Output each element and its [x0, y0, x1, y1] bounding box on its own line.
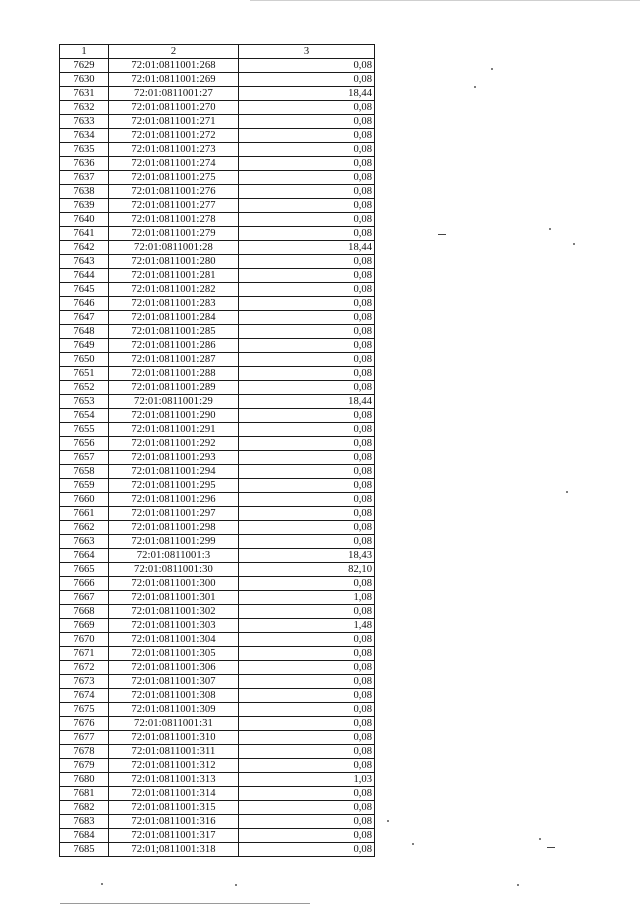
cadastral-number-cell: 72:01:0811001:314	[109, 787, 239, 801]
row-number-cell: 7674	[60, 689, 109, 703]
cadastral-number-cell: 72:01:0811001:304	[109, 633, 239, 647]
value-cell: 18,44	[239, 87, 375, 101]
value-cell: 0,08	[239, 409, 375, 423]
cadastral-number-cell: 72:01:0811001:311	[109, 745, 239, 759]
value-cell: 0,08	[239, 339, 375, 353]
cadastral-number-cell: 72:01:0811001:277	[109, 199, 239, 213]
table-row	[60, 535, 375, 549]
cadastral-number-cell: 72:01:0811001:308	[109, 689, 239, 703]
row-number-cell: 7668	[60, 605, 109, 619]
cadastral-number-cell: 72:01:0811001:317	[109, 829, 239, 843]
table-row	[60, 311, 375, 325]
table-row	[60, 255, 375, 269]
table-row	[60, 815, 375, 829]
cadastral-number-cell: 72:01:0811001:273	[109, 143, 239, 157]
cadastral-number-cell: 72:01:0811001:305	[109, 647, 239, 661]
cadastral-number-cell: 72:01:0811001:290	[109, 409, 239, 423]
table-row	[60, 661, 375, 675]
scan-speck	[387, 820, 389, 822]
scan-speck	[491, 68, 493, 70]
row-number-cell: 7633	[60, 115, 109, 129]
row-number-cell: 7631	[60, 87, 109, 101]
row-number-cell: 7646	[60, 297, 109, 311]
value-cell: 0,08	[239, 451, 375, 465]
scan-speck	[573, 243, 575, 245]
table-row	[60, 577, 375, 591]
value-cell: 0,08	[239, 535, 375, 549]
cadastral-number-cell: 72:01:0811001:27	[109, 87, 239, 101]
table-header-row	[60, 45, 375, 59]
value-cell: 0,08	[239, 521, 375, 535]
cadastral-number-cell: 72:01:0811001:300	[109, 577, 239, 591]
table-row	[60, 213, 375, 227]
value-cell: 82,10	[239, 563, 375, 577]
row-number-cell: 7630	[60, 73, 109, 87]
value-cell: 1,03	[239, 773, 375, 787]
table-row	[60, 325, 375, 339]
table-row	[60, 395, 375, 409]
value-cell: 0,08	[239, 815, 375, 829]
table-row	[60, 129, 375, 143]
value-cell: 0,08	[239, 633, 375, 647]
table-row	[60, 773, 375, 787]
cadastral-number-cell: 72:01:0811001:31	[109, 717, 239, 731]
row-number-cell: 7645	[60, 283, 109, 297]
cadastral-number-cell: 72:01:0811001:278	[109, 213, 239, 227]
value-cell: 0,08	[239, 213, 375, 227]
table-row	[60, 185, 375, 199]
table-row	[60, 619, 375, 633]
cadastral-number-cell: 72:01:0811001:297	[109, 507, 239, 521]
cadastral-number-cell: 72:01:0811001:301	[109, 591, 239, 605]
cadastral-number-cell: 72:01:0811001:284	[109, 311, 239, 325]
table-row	[60, 479, 375, 493]
table-row	[60, 801, 375, 815]
row-number-cell: 7660	[60, 493, 109, 507]
row-number-cell: 7652	[60, 381, 109, 395]
cadastral-number-cell: 72:01:0811001:268	[109, 59, 239, 73]
table-row	[60, 73, 375, 87]
value-cell: 0,08	[239, 227, 375, 241]
cadastral-number-cell: 72:01:0811001:288	[109, 367, 239, 381]
table-row	[60, 647, 375, 661]
row-number-cell: 7675	[60, 703, 109, 717]
value-cell: 0,08	[239, 115, 375, 129]
row-number-cell: 7643	[60, 255, 109, 269]
table-row	[60, 675, 375, 689]
value-cell: 0,08	[239, 185, 375, 199]
cadastral-number-cell: 72:01:0811001:269	[109, 73, 239, 87]
row-number-cell: 7636	[60, 157, 109, 171]
scan-dash	[438, 234, 446, 235]
row-number-cell: 7661	[60, 507, 109, 521]
row-number-cell: 7681	[60, 787, 109, 801]
cadastral-number-cell: 72:01:0811001:285	[109, 325, 239, 339]
row-number-cell: 7653	[60, 395, 109, 409]
value-cell: 18,43	[239, 549, 375, 563]
cadastral-number-cell: 72:01:0811001:279	[109, 227, 239, 241]
value-cell: 18,44	[239, 241, 375, 255]
table-row	[60, 59, 375, 73]
table-row	[60, 703, 375, 717]
cadastral-number-cell: 72:01:0811001:28	[109, 241, 239, 255]
row-number-cell: 7663	[60, 535, 109, 549]
value-cell: 0,08	[239, 101, 375, 115]
row-number-cell: 7637	[60, 171, 109, 185]
value-cell: 0,08	[239, 297, 375, 311]
value-cell: 0,08	[239, 171, 375, 185]
row-number-cell: 7638	[60, 185, 109, 199]
row-number-cell: 7676	[60, 717, 109, 731]
cadastral-number-cell: 72:01:0811001:302	[109, 605, 239, 619]
row-number-cell: 7644	[60, 269, 109, 283]
value-cell: 0,08	[239, 787, 375, 801]
cadastral-number-cell: 72:01:0811001:309	[109, 703, 239, 717]
table-row	[60, 171, 375, 185]
cadastral-number-cell: 72:01:0811001:289	[109, 381, 239, 395]
cadastral-number-cell: 72:01:0811001:299	[109, 535, 239, 549]
table-row	[60, 451, 375, 465]
value-cell: 0,08	[239, 73, 375, 87]
cadastral-number-cell: 72:01:0811001:286	[109, 339, 239, 353]
table-row	[60, 591, 375, 605]
cadastral-number-cell: 72:01:0811001:283	[109, 297, 239, 311]
cadastral-number-cell: 72:01:0811001:282	[109, 283, 239, 297]
row-number-cell: 7683	[60, 815, 109, 829]
row-number-cell: 7682	[60, 801, 109, 815]
table-row	[60, 157, 375, 171]
value-cell: 0,08	[239, 255, 375, 269]
scan-speck	[101, 883, 103, 885]
row-number-cell: 7629	[60, 59, 109, 73]
value-cell: 0,08	[239, 507, 375, 521]
row-number-cell: 7639	[60, 199, 109, 213]
cadastral-number-cell: 72:01:0811001:275	[109, 171, 239, 185]
value-cell: 0,08	[239, 605, 375, 619]
row-number-cell: 7640	[60, 213, 109, 227]
table-row	[60, 717, 375, 731]
table-row	[60, 283, 375, 297]
cadastral-number-cell: 72:01:0811001:29	[109, 395, 239, 409]
cadastral-number-cell: 72:01:0811001:271	[109, 115, 239, 129]
table-row	[60, 689, 375, 703]
value-cell: 0,08	[239, 479, 375, 493]
cadastral-number-cell: 72:01:0811001:295	[109, 479, 239, 493]
cadastral-number-cell: 72:01:0811001:303	[109, 619, 239, 633]
table-body	[60, 45, 375, 857]
table-row	[60, 521, 375, 535]
table-row	[60, 633, 375, 647]
row-number-cell: 7685	[60, 843, 109, 857]
row-number-cell: 7647	[60, 311, 109, 325]
table-row	[60, 787, 375, 801]
table-row	[60, 745, 375, 759]
row-number-cell: 7642	[60, 241, 109, 255]
value-cell: 0,08	[239, 381, 375, 395]
cadastral-number-cell: 72:01:0811001:316	[109, 815, 239, 829]
table-row	[60, 465, 375, 479]
table-row	[60, 297, 375, 311]
row-number-cell: 7658	[60, 465, 109, 479]
table-row	[60, 241, 375, 255]
row-number-cell: 7684	[60, 829, 109, 843]
table-row	[60, 829, 375, 843]
table-row	[60, 731, 375, 745]
value-cell: 0,08	[239, 843, 375, 857]
scan-edge-top	[250, 0, 640, 1]
table-row	[60, 423, 375, 437]
table-row	[60, 409, 375, 423]
cadastral-number-cell: 72:01:0811001:293	[109, 451, 239, 465]
value-cell: 1,48	[239, 619, 375, 633]
scan-speck	[517, 884, 519, 886]
value-cell: 0,08	[239, 59, 375, 73]
header-cell-col-2: 2	[109, 45, 239, 59]
row-number-cell: 7662	[60, 521, 109, 535]
value-cell: 0,08	[239, 647, 375, 661]
row-number-cell: 7651	[60, 367, 109, 381]
cadastral-number-cell: 72:01:0811001:306	[109, 661, 239, 675]
table-row	[60, 759, 375, 773]
cadastral-number-cell: 72:01:0811001:292	[109, 437, 239, 451]
value-cell: 0,08	[239, 269, 375, 283]
value-cell: 0,08	[239, 577, 375, 591]
value-cell: 0,08	[239, 717, 375, 731]
row-number-cell: 7634	[60, 129, 109, 143]
table-row	[60, 115, 375, 129]
row-number-cell: 7655	[60, 423, 109, 437]
cadastral-number-cell: 72:01:0811001:312	[109, 759, 239, 773]
row-number-cell: 7659	[60, 479, 109, 493]
value-cell: 0,08	[239, 143, 375, 157]
row-number-cell: 7679	[60, 759, 109, 773]
cadastral-number-cell: 72:01;0811001:318	[109, 843, 239, 857]
table-row	[60, 339, 375, 353]
cadastral-number-cell: 72:01:0811001:294	[109, 465, 239, 479]
scan-speck	[412, 843, 414, 845]
cadastral-number-cell: 72:01:0811001:296	[109, 493, 239, 507]
table-row	[60, 143, 375, 157]
table-row	[60, 507, 375, 521]
row-number-cell: 7665	[60, 563, 109, 577]
row-number-cell: 7666	[60, 577, 109, 591]
cadastral-number-cell: 72:01:0811001:310	[109, 731, 239, 745]
cadastral-number-cell: 72:01:0811001:307	[109, 675, 239, 689]
value-cell: 0,08	[239, 703, 375, 717]
scan-dash	[547, 847, 555, 848]
value-cell: 0,08	[239, 801, 375, 815]
scan-speck	[539, 838, 541, 840]
table-row	[60, 269, 375, 283]
table-row	[60, 353, 375, 367]
value-cell: 0,08	[239, 199, 375, 213]
value-cell: 0,08	[239, 311, 375, 325]
table-row	[60, 381, 375, 395]
cadastral-number-cell: 72:01:0811001:315	[109, 801, 239, 815]
cadastral-number-cell: 72:01:0811001:298	[109, 521, 239, 535]
row-number-cell: 7635	[60, 143, 109, 157]
table-row	[60, 843, 375, 857]
row-number-cell: 7680	[60, 773, 109, 787]
cadastral-number-cell: 72:01:0811001:3	[109, 549, 239, 563]
value-cell: 0,08	[239, 283, 375, 297]
cadastral-number-cell: 72:01:0811001:30	[109, 563, 239, 577]
value-cell: 0,08	[239, 661, 375, 675]
table-row	[60, 437, 375, 451]
value-cell: 0,08	[239, 465, 375, 479]
row-number-cell: 7656	[60, 437, 109, 451]
table-row	[60, 493, 375, 507]
value-cell: 0,08	[239, 157, 375, 171]
table-row	[60, 227, 375, 241]
row-number-cell: 7673	[60, 675, 109, 689]
scan-speck	[235, 884, 237, 886]
value-cell: 0,08	[239, 493, 375, 507]
value-cell: 0,08	[239, 325, 375, 339]
scan-speck	[549, 228, 551, 230]
value-cell: 0,08	[239, 423, 375, 437]
row-number-cell: 7669	[60, 619, 109, 633]
value-cell: 0,08	[239, 745, 375, 759]
cadastral-number-cell: 72:01:0811001:281	[109, 269, 239, 283]
row-number-cell: 7678	[60, 745, 109, 759]
cadastral-table	[59, 44, 375, 857]
row-number-cell: 7649	[60, 339, 109, 353]
row-number-cell: 7670	[60, 633, 109, 647]
row-number-cell: 7667	[60, 591, 109, 605]
value-cell: 0,08	[239, 129, 375, 143]
row-number-cell: 7650	[60, 353, 109, 367]
scan-speck	[474, 86, 476, 88]
value-cell: 1,08	[239, 591, 375, 605]
row-number-cell: 7664	[60, 549, 109, 563]
cadastral-number-cell: 72:01:0811001:276	[109, 185, 239, 199]
value-cell: 0,08	[239, 367, 375, 381]
value-cell: 18,44	[239, 395, 375, 409]
cadastral-number-cell: 72:01:0811001:272	[109, 129, 239, 143]
cadastral-number-cell: 72:01:0811001:313	[109, 773, 239, 787]
value-cell: 0,08	[239, 675, 375, 689]
table-row	[60, 605, 375, 619]
header-cell-col-1: 1	[60, 45, 109, 59]
scan-edge-bottom	[60, 903, 310, 904]
row-number-cell: 7641	[60, 227, 109, 241]
table-row	[60, 101, 375, 115]
value-cell: 0,08	[239, 689, 375, 703]
row-number-cell: 7657	[60, 451, 109, 465]
table-row	[60, 87, 375, 101]
cadastral-number-cell: 72:01:0811001:280	[109, 255, 239, 269]
row-number-cell: 7677	[60, 731, 109, 745]
row-number-cell: 7672	[60, 661, 109, 675]
cadastral-number-cell: 72:01:0811001:270	[109, 101, 239, 115]
row-number-cell: 7671	[60, 647, 109, 661]
table-row	[60, 367, 375, 381]
table-row	[60, 563, 375, 577]
row-number-cell: 7632	[60, 101, 109, 115]
value-cell: 0,08	[239, 829, 375, 843]
table-row	[60, 549, 375, 563]
value-cell: 0,08	[239, 731, 375, 745]
cadastral-number-cell: 72:01:0811001:274	[109, 157, 239, 171]
value-cell: 0,08	[239, 759, 375, 773]
table-row	[60, 199, 375, 213]
header-cell-col-3: 3	[239, 45, 375, 59]
value-cell: 0,08	[239, 437, 375, 451]
scan-speck	[566, 491, 568, 493]
cadastral-number-cell: 72:01:0811001:287	[109, 353, 239, 367]
cadastral-number-cell: 72:01:0811001:291	[109, 423, 239, 437]
row-number-cell: 7654	[60, 409, 109, 423]
row-number-cell: 7648	[60, 325, 109, 339]
value-cell: 0,08	[239, 353, 375, 367]
